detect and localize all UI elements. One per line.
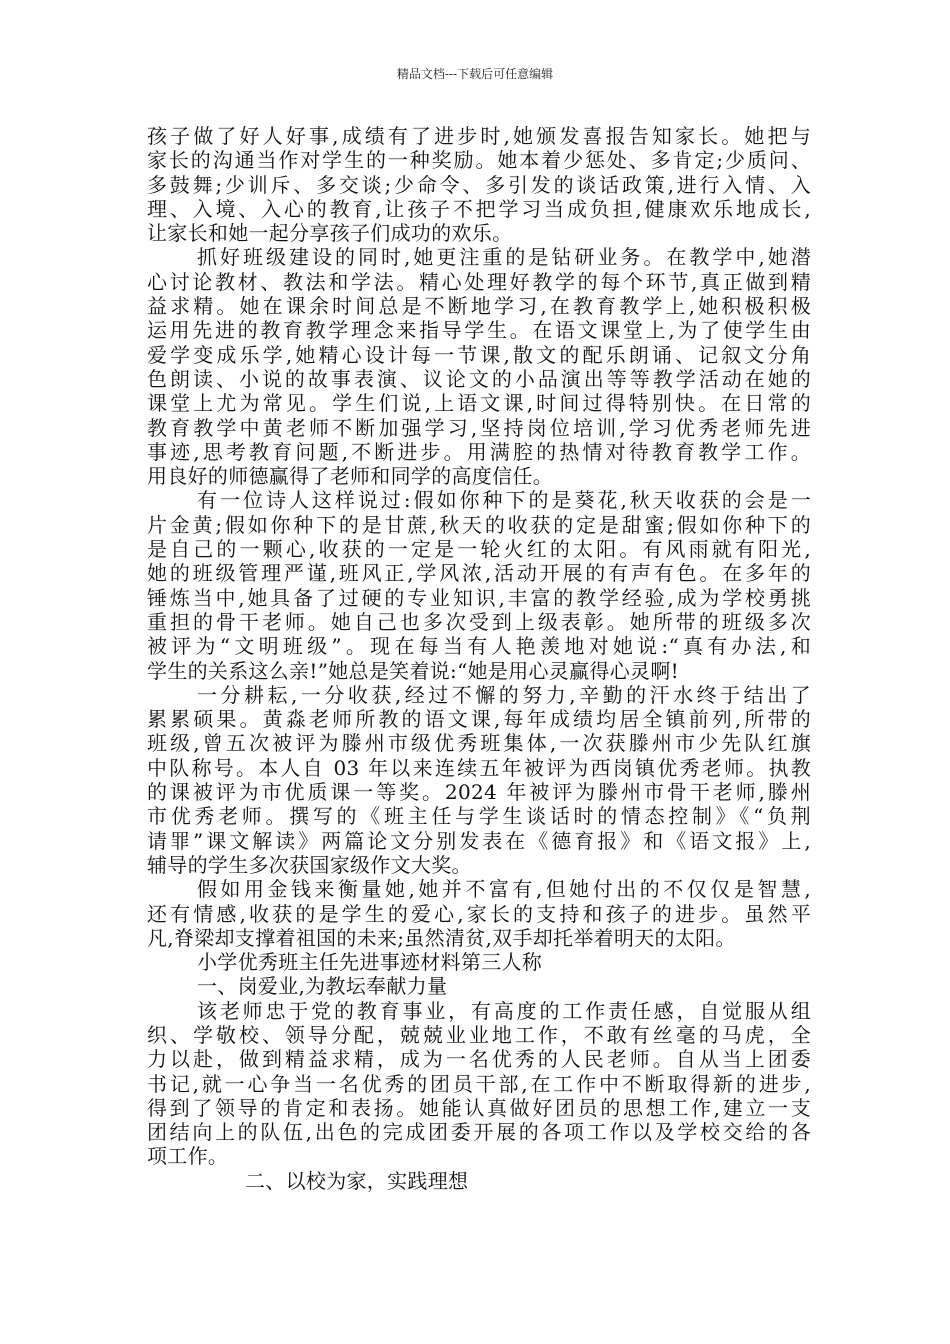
text-line: 还有情感,收获的是学生的爱心,家长的支持和孩子的进步。虽然平 [147, 901, 811, 926]
text-line: 得到了领导的肯定和表扬。她能认真做好团员的思想工作,建立一支 [147, 1095, 811, 1120]
text-line: 小学优秀班主任先进事迹材料第三人称 [197, 950, 543, 975]
text-line: 请罪”课文解读》两篇论文分别发表在《德育报》和《语文报》上, [147, 828, 811, 853]
text-line: 项工作。 [147, 1144, 229, 1169]
text-line: 有一位诗人这样说过:假如你种下的是葵花,秋天收获的会是一 [197, 488, 811, 513]
text-line: 用良好的师德赢得了老师和同学的高度信任。 [147, 464, 553, 489]
text-line: 家长的沟通当作对学生的一种奖励。她本着少惩处、多肯定;少质问、 [147, 148, 811, 173]
text-line: 事迹,思考教育问题,不断进步。用满腔的热情对待教育教学工作。 [147, 439, 811, 464]
text-line: 重担的骨干老师。她自己也多次受到上级表彰。她所带的班级多次 [147, 609, 811, 634]
text-line: 理、入境、入心的教育,让孩子不把学习当成负担,健康欢乐地成长, [147, 196, 811, 221]
text-line: 累累硕果。黄淼老师所教的语文课,每年成绩均居全镇前列,所带的 [147, 707, 811, 732]
text-line: 班级,曾五次被评为滕州市级优秀班集体,一次获滕州市少先队红旗 [147, 731, 811, 756]
text-line: 力以赴，做到精益求精，成为一名优秀的人民老师。自从当上团委 [147, 1047, 811, 1072]
paragraph [147, 877, 811, 950]
paragraph [147, 974, 811, 998]
text-line: 学生的关系这么亲!”她总是笑着说:“她是用心灵赢得心灵啊! [147, 658, 679, 683]
text-line: 该老师忠于党的教育事业，有高度的工作责任感，自觉服从组 [197, 998, 811, 1023]
text-line: 运用先进的教育教学理念来指导学生。在语文课堂上,为了使学生由 [147, 318, 811, 343]
paragraph [147, 683, 811, 877]
text-line: 益求精。她在课余时间总是不断地学习,在教育教学上,她积极积极 [147, 294, 811, 319]
text-line: 被评为“文明班级”。现在每当有人艳羡地对她说:“真有办法,和 [147, 634, 811, 659]
text-line: 教育教学中黄老师不断加强学习,坚持岗位培训,学习优秀老师先进 [147, 415, 811, 440]
text-line: 团结向上的队伍,出色的完成团委开展的各项工作以及学校交给的各 [147, 1120, 811, 1145]
text-line: 孩子做了好人好事,成绩有了进步时,她颁发喜报告知家长。她把与 [147, 124, 811, 148]
paragraph [147, 488, 811, 682]
text-line: 她的班级管理严谨,班风正,学风浓,活动开展的有声有色。在多年的 [147, 561, 811, 586]
paragraph [147, 245, 811, 488]
text-line: 辅导的学生多次获国家级作文大奖。 [147, 852, 472, 877]
text-line: 色朗读、小说的故事表演、议论文的小品演出等等教学活动在她的 [147, 366, 811, 391]
text-line: 假如用金钱来衡量她,她并不富有,但她付出的不仅仅是智慧, [197, 877, 811, 902]
text-line: 心讨论教材、教法和学法。精心处理好教学的每个环节,真正做到精 [147, 269, 811, 294]
text-line: 一分耕耘,一分收获,经过不懈的努力,辛勤的汗水终于结出了 [197, 682, 811, 707]
text-line: 市优秀老师。撰写的《班主任与学生谈话时的情态控制》《“负荆 [147, 804, 811, 829]
text-line: 多鼓舞;少训斥、多交谈;少命令、多引发的谈话政策,进行入情、入 [147, 172, 811, 197]
document-body [147, 124, 811, 1193]
text-line: 抓好班级建设的同时,她更注重的是钻研业务。在教学中,她潜 [197, 245, 811, 270]
page-header: 精品文档---下载后可任意编辑 [396, 67, 554, 81]
paragraph [147, 950, 811, 974]
text-line: 的课被评为市优质课一等奖。2024 年被评为滕州市骨干老师,滕州 [147, 780, 811, 805]
text-line: 书记,就一心争当一名优秀的团员干部,在工作中不断取得新的进步, [147, 1071, 811, 1096]
text-line: 一、岗爱业,为教坛奉献力量 [197, 974, 448, 999]
text-line: 二、以校为家，实践理想 [245, 1168, 469, 1193]
text-line: 中队称号。本人自 03 年以来连续五年被评为西岗镇优秀老师。执教 [147, 755, 811, 780]
paragraph [147, 1169, 811, 1193]
text-line: 是自己的一颗心,收获的一定是一轮火红的太阳。有风雨就有阳光, [147, 537, 811, 562]
text-line: 爱学变成乐学,她精心设计每一节课,散文的配乐朗诵、记叙文分角 [147, 342, 811, 367]
paragraph [147, 999, 811, 1169]
text-line: 片金黄;假如你种下的是甘蔗,秋天的收获的定是甜蜜;假如你种下的 [147, 512, 811, 537]
text-line: 课堂上尤为常见。学生们说,上语文课,时间过得特别快。在日常的 [147, 391, 811, 416]
text-line: 让家长和她一起分享孩子们成功的欢乐。 [147, 221, 513, 246]
text-line: 锤炼当中,她具备了过硬的专业知识,丰富的教学经验,成为学校勇挑 [147, 585, 811, 610]
text-line: 凡,脊梁却支撑着祖国的未来;虽然清贫,双手却托举着明天的太阳。 [147, 925, 736, 950]
paragraph [147, 124, 811, 245]
text-line: 织、学敬校、领导分配，兢兢业业地工作，不敢有丝毫的马虎，全 [147, 1022, 811, 1047]
